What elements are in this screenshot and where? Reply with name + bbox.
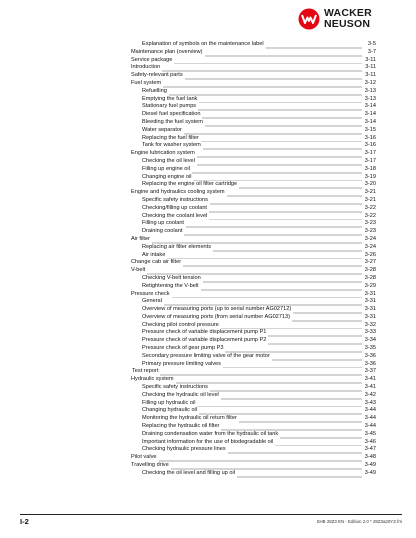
toc-entry[interactable]: [131, 49, 376, 57]
toc-entry-page: 3-23: [364, 228, 376, 235]
toc-dot-leader: [193, 174, 362, 182]
table-of-contents: [131, 41, 376, 478]
toc-entry-title: Water separator: [142, 126, 182, 133]
toc-entry[interactable]: [131, 306, 376, 314]
toc-entry-title: V-belt: [131, 267, 146, 274]
toc-entry[interactable]: [131, 88, 376, 96]
toc-dot-leader: [223, 361, 362, 369]
toc-entry-title: Hydraulic system: [131, 376, 174, 383]
toc-entry-page: 3-7: [367, 48, 376, 55]
toc-dot-leader: [176, 376, 362, 384]
toc-entry-title: Secondary pressure limiting valve of the gear motor: [142, 352, 270, 359]
toc-entry-title: Travelling drive: [131, 462, 169, 469]
toc-entry[interactable]: [131, 119, 376, 127]
toc-dot-leader: [167, 252, 362, 260]
toc-entry-page: 3-11: [365, 56, 376, 63]
toc-dot-leader: [201, 283, 362, 291]
toc-dot-leader: [268, 329, 362, 337]
toc-dot-leader: [292, 314, 362, 322]
toc-dot-leader: [227, 189, 362, 197]
toc-entry-title: Monitoring the hydraulic oil return filter: [142, 415, 237, 422]
toc-entry[interactable]: [131, 376, 376, 384]
toc-dot-leader: [239, 181, 362, 189]
toc-dot-leader: [201, 135, 362, 143]
toc-dot-leader: [164, 298, 362, 306]
toc-dot-leader: [171, 462, 362, 470]
toc-entry-page: 3-16: [364, 142, 376, 149]
toc-entry[interactable]: [131, 400, 376, 408]
footer-divider: [20, 514, 402, 515]
toc-entry-title: Checking hydraulic pressure lines: [142, 446, 226, 453]
toc-entry[interactable]: [131, 127, 376, 135]
toc-entry[interactable]: [131, 384, 376, 392]
toc-entry-title: Filling up hydraulic oil: [142, 399, 196, 406]
toc-entry[interactable]: [131, 189, 376, 197]
toc-entry-title: Refuelling: [142, 87, 167, 94]
toc-entry[interactable]: [131, 329, 376, 337]
toc-entry-title: Pressure check of gear pump P3: [142, 345, 224, 352]
toc-entry-title: Draining condensation water from the hydraulic oil tank: [142, 430, 279, 437]
toc-entry[interactable]: [131, 392, 376, 400]
toc-entry-page: 3-43: [364, 399, 376, 406]
toc-entry[interactable]: [131, 322, 376, 330]
toc-entry-page: 3-17: [364, 157, 376, 164]
toc-entry-title: Replacing air filter elements: [142, 243, 212, 250]
toc-entry-page: 3-31: [364, 290, 376, 297]
toc-entry-page: 3-31: [364, 313, 376, 320]
toc-dot-leader: [221, 322, 362, 330]
toc-entry[interactable]: [131, 150, 376, 158]
toc-entry-title: Introduction: [131, 64, 161, 71]
toc-entry-title: Engine lubrication system: [131, 150, 195, 157]
toc-entry[interactable]: [131, 415, 376, 423]
toc-entry-page: 3-41: [364, 376, 376, 383]
toc-dot-leader: [160, 368, 362, 376]
toc-dot-leader: [239, 415, 362, 423]
toc-entry[interactable]: [131, 470, 376, 478]
toc-entry[interactable]: [131, 228, 376, 236]
toc-entry-page: 3-14: [364, 103, 376, 110]
toc-entry-title: Changing hydraulic oil: [142, 407, 198, 414]
toc-entry-page: 3-12: [364, 79, 376, 86]
toc-entry[interactable]: [131, 158, 376, 166]
toc-entry[interactable]: [131, 314, 376, 322]
brand-name-line1: WACKER: [324, 7, 372, 19]
toc-entry-page: 3-24: [364, 243, 376, 250]
toc-entry[interactable]: [131, 283, 376, 291]
toc-entry-title: Stationary fuel pumps: [142, 103, 197, 110]
toc-entry-page: 3-42: [364, 391, 376, 398]
toc-dot-leader: [209, 205, 362, 213]
toc-entry-title: Air intake: [142, 251, 166, 258]
toc-entry[interactable]: [131, 57, 376, 65]
toc-dot-leader: [237, 470, 362, 478]
toc-entry-page: 3-16: [364, 134, 376, 141]
toc-entry[interactable]: [131, 259, 376, 267]
toc-entry-title: Primary pressure limiting valves: [142, 360, 221, 367]
toc-entry-page: 3-11: [365, 64, 376, 71]
toc-entry-title: Engine and hydraulics cooling system: [131, 189, 225, 196]
toc-entry-title: Pressure check of variable displacement pump P2: [142, 337, 267, 344]
toc-entry-page: 3-26: [364, 251, 376, 258]
toc-entry-title: Changing engine oil: [142, 173, 192, 180]
toc-entry-page: 3-29: [364, 282, 376, 289]
toc-entry-title: Checking the hydraulic oil level: [142, 391, 219, 398]
toc-dot-leader: [162, 64, 362, 72]
toc-entry[interactable]: [131, 446, 376, 454]
toc-entry[interactable]: [131, 462, 376, 470]
toc-entry-title: Service package: [131, 56, 173, 63]
toc-entry-page: 3-47: [364, 446, 376, 453]
toc-dot-leader: [183, 259, 362, 267]
toc-entry-title: Checking V-belt tension: [142, 274, 201, 281]
toc-entry[interactable]: [131, 353, 376, 361]
toc-entry-title: Specific safety instructions: [142, 196, 208, 203]
toc-entry[interactable]: [131, 423, 376, 431]
toc-entry[interactable]: [131, 135, 376, 143]
toc-entry-page: 3-24: [364, 235, 376, 242]
toc-dot-leader: [199, 96, 362, 104]
toc-entry-title: Pressure check of variable displacement pump P1: [142, 329, 267, 336]
toc-entry-title: General: [142, 298, 162, 305]
toc-dot-leader: [184, 127, 362, 135]
toc-entry[interactable]: [131, 267, 376, 275]
toc-dot-leader: [163, 80, 362, 88]
toc-entry-title: Replacing the engine oil filter cartridge: [142, 181, 238, 188]
toc-entry[interactable]: [131, 197, 376, 205]
toc-entry[interactable]: [131, 275, 376, 283]
toc-entry-title: Maintenance plan (overview): [131, 48, 203, 55]
toc-entry[interactable]: [131, 454, 376, 462]
toc-entry[interactable]: [131, 111, 376, 119]
toc-entry[interactable]: [131, 244, 376, 252]
toc-entry-page: 3-5: [367, 41, 376, 47]
toc-entry[interactable]: [131, 252, 376, 260]
toc-entry[interactable]: [131, 337, 376, 345]
toc-entry[interactable]: [131, 142, 376, 150]
toc-entry-title: Checking the oil level and filling up oil: [142, 469, 235, 476]
toc-entry-title: Tank for washer system: [142, 142, 201, 149]
toc-entry-title: Important information for the use of biodegradable oil: [142, 438, 274, 445]
toc-dot-leader: [199, 407, 362, 415]
toc-dot-leader: [203, 142, 362, 150]
toc-dot-leader: [197, 158, 362, 166]
toc-dot-leader: [268, 337, 362, 345]
toc-entry[interactable]: [131, 345, 376, 353]
toc-dot-leader: [280, 431, 362, 439]
toc-entry-title: Overview of measuring ports (up to serial number AG02712): [142, 306, 292, 313]
toc-dot-leader: [172, 291, 362, 299]
toc-entry-page: 3-27: [364, 259, 376, 266]
toc-entry-title: Checking the coolant level: [142, 212, 208, 219]
toc-dot-leader: [197, 400, 362, 408]
toc-entry-page: 3-31: [364, 306, 376, 313]
toc-entry-page: 3-37: [364, 368, 376, 375]
toc-dot-leader: [197, 150, 362, 158]
toc-entry[interactable]: [131, 236, 376, 244]
toc-entry[interactable]: [131, 181, 376, 189]
brand-logo: [298, 7, 410, 33]
toc-entry-page: 3-23: [364, 220, 376, 227]
toc-entry[interactable]: [131, 213, 376, 221]
toc-dot-leader: [209, 213, 362, 221]
toc-entry-page: 3-15: [364, 126, 376, 133]
toc-entry[interactable]: [131, 205, 376, 213]
toc-entry-title: Diesel fuel specification: [142, 111, 201, 118]
toc-entry[interactable]: [131, 64, 376, 72]
toc-dot-leader: [205, 49, 362, 57]
toc-entry-page: 3-49: [364, 469, 376, 476]
toc-entry-page: 3-46: [364, 438, 376, 445]
toc-dot-leader: [147, 267, 362, 275]
toc-dot-leader: [210, 197, 362, 205]
toc-entry[interactable]: [131, 220, 376, 228]
toc-entry[interactable]: [131, 174, 376, 182]
toc-dot-leader: [159, 454, 363, 462]
toc-entry-page: 3-48: [364, 454, 376, 461]
toc-entry-title: Draining coolant: [142, 228, 183, 235]
toc-entry-title: Air filter: [131, 235, 150, 242]
wacker-neuson-logo-icon: [298, 8, 320, 30]
toc-entry-title: Explanation of symbols on the maintenance label: [142, 41, 264, 47]
toc-entry-page: 3-28: [364, 274, 376, 281]
toc-dot-leader: [202, 111, 362, 119]
toc-entry-title: Replacing the hydraulic oil filter: [142, 423, 220, 430]
toc-entry-page: 3-21: [364, 189, 376, 196]
toc-dot-leader: [213, 244, 362, 252]
toc-dot-leader: [293, 306, 362, 314]
toc-dot-leader: [266, 41, 362, 49]
toc-entry-page: 3-36: [364, 352, 376, 359]
toc-entry[interactable]: [131, 407, 376, 415]
toc-entry-page: 3-31: [364, 298, 376, 305]
toc-entry-page: 3-13: [364, 95, 376, 102]
toc-entry-title: Specific safety instructions: [142, 384, 208, 391]
toc-entry-page: 3-36: [364, 360, 376, 367]
toc-entry-page: 3-45: [364, 430, 376, 437]
toc-entry-page: 3-44: [364, 415, 376, 422]
toc-entry-title: Bleeding the fuel system: [142, 118, 203, 125]
toc-entry-title: Pressure check: [131, 290, 170, 297]
toc-entry-page: 3-14: [364, 111, 376, 118]
toc-entry-page: 3-44: [364, 407, 376, 414]
brand-name-line2: NEUSON: [324, 18, 371, 30]
toc-entry-page: 3-18: [364, 165, 376, 172]
toc-entry-page: 3-35: [364, 345, 376, 352]
toc-entry-page: 3-13: [364, 87, 376, 94]
toc-entry-title: Filling up coolant: [142, 220, 184, 227]
toc-entry-page: 3-41: [364, 384, 376, 391]
toc-entry[interactable]: [131, 361, 376, 369]
toc-entry-title: Filling up engine oil: [142, 165, 190, 172]
toc-entry[interactable]: [131, 439, 376, 447]
toc-entry-title: Overview of measuring ports (from serial number AG02713): [142, 313, 290, 320]
toc-entry-page: 3-22: [364, 204, 376, 211]
toc-entry[interactable]: [131, 368, 376, 376]
toc-dot-leader: [221, 392, 362, 400]
toc-entry[interactable]: [131, 41, 376, 49]
toc-entry-title: Checking the oil level: [142, 157, 195, 164]
document-reference: SHB 28Z3 EN - Edition 2.0 * 28Z3a20YZ.fm: [316, 519, 402, 524]
toc-entry-title: Retightening the V-belt: [142, 282, 199, 289]
toc-dot-leader: [185, 72, 362, 80]
toc-entry-title: Pilot valve: [131, 454, 157, 461]
toc-entry-page: 3-44: [364, 423, 376, 430]
toc-dot-leader: [186, 220, 362, 228]
toc-entry-page: 3-14: [364, 118, 376, 125]
toc-entry[interactable]: [131, 72, 376, 80]
toc-dot-leader: [275, 439, 362, 447]
toc-dot-leader: [228, 446, 362, 454]
toc-entry-title: Replacing the fuel filter: [142, 134, 199, 141]
toc-entry-page: 3-21: [364, 196, 376, 203]
page-number: I-2: [20, 517, 29, 526]
toc-entry-page: 3-28: [364, 267, 376, 274]
toc-dot-leader: [169, 88, 362, 96]
toc-entry-title: Safety-relevant parts: [131, 72, 183, 79]
toc-dot-leader: [205, 119, 362, 127]
toc-entry-page: 3-20: [364, 181, 376, 188]
toc-entry-title: Emptying the fuel tank: [142, 95, 198, 102]
toc-entry-page: 3-49: [364, 462, 376, 469]
toc-entry-title: Checking/filling up coolant: [142, 204, 207, 211]
toc-entry-page: 3-33: [364, 329, 376, 336]
toc-dot-leader: [152, 236, 362, 244]
toc-entry[interactable]: [131, 80, 376, 88]
toc-dot-leader: [174, 57, 362, 65]
toc-entry-page: 3-32: [364, 321, 376, 328]
toc-dot-leader: [210, 384, 362, 392]
toc-dot-leader: [184, 228, 362, 236]
toc-entry-page: 3-17: [364, 150, 376, 157]
toc-entry-title: Test report: [132, 368, 159, 375]
toc-entry[interactable]: [131, 298, 376, 306]
toc-entry[interactable]: [131, 291, 376, 299]
toc-dot-leader: [225, 345, 362, 353]
toc-entry-title: Fuel system: [131, 79, 162, 86]
toc-entry-page: 3-19: [364, 173, 376, 180]
toc-dot-leader: [192, 166, 362, 174]
toc-entry-title: Change cab air filter: [131, 259, 182, 266]
toc-dot-leader: [203, 275, 362, 283]
toc-entry-page: 3-22: [364, 212, 376, 219]
toc-entry[interactable]: [131, 103, 376, 111]
toc-entry[interactable]: [131, 431, 376, 439]
toc-entry[interactable]: [131, 96, 376, 104]
toc-dot-leader: [198, 103, 362, 111]
toc-entry-page: 3-34: [364, 337, 376, 344]
toc-entry-title: Checking pilot control pressure: [142, 321, 219, 328]
toc-dot-leader: [272, 353, 362, 361]
toc-entry-page: 3-11: [365, 72, 376, 79]
toc-dot-leader: [221, 423, 362, 431]
toc-entry[interactable]: [131, 166, 376, 174]
